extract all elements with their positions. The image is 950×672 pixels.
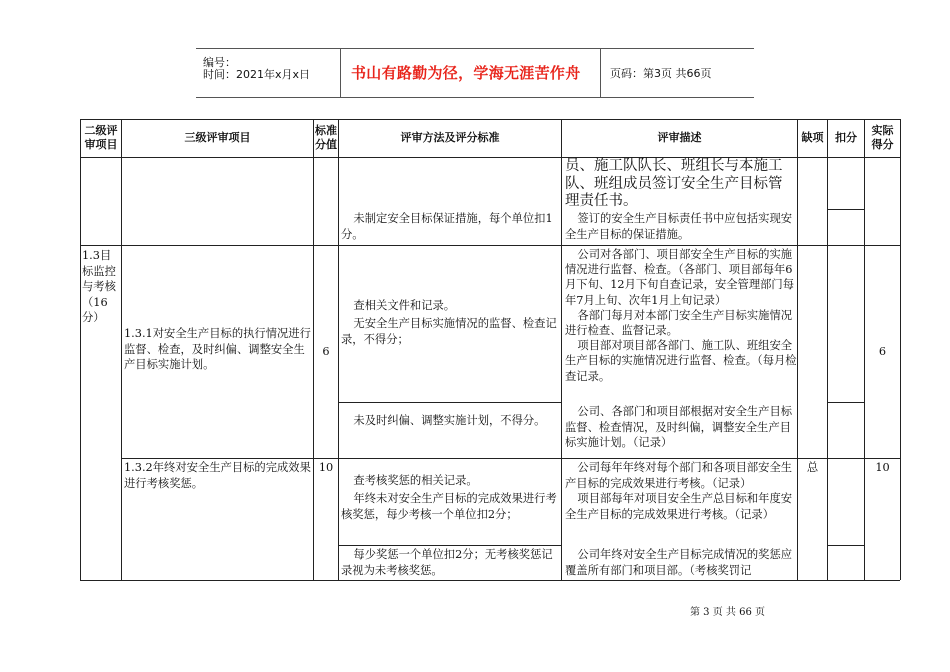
method-text: 查相关文件和记录。 bbox=[353, 299, 456, 312]
header-divider bbox=[340, 48, 341, 97]
header-top-rule bbox=[196, 48, 754, 49]
description-text: 公司年终对安全生产目标完成情况的奖惩应覆盖所有部门和项目部。（考核奖罚记 bbox=[565, 548, 793, 577]
method-text: 无安全生产目标实施情况的监督、检查记录，不得分； bbox=[341, 317, 557, 346]
missing-item-mark: 总 bbox=[806, 461, 819, 474]
standard-score: 6 bbox=[322, 345, 330, 358]
col-header-level3: 三级评审项目 bbox=[184, 131, 251, 144]
actual-score: 10 bbox=[875, 461, 890, 474]
header-bottom-rule bbox=[196, 97, 754, 98]
page-number-label: 页码：第3页 共66页 bbox=[610, 67, 712, 80]
col-header-score: 标准 分值 bbox=[315, 124, 337, 151]
item-title: 1.3.1对安全生产目标的执行情况进行监督、检查，及时纠偏、调整安全生产目标实施计划。 bbox=[124, 327, 311, 372]
serial-number-label: 编号： bbox=[203, 56, 236, 69]
page-footer: 第 3 页 共 66 页 bbox=[690, 607, 765, 618]
col-header-missing: 缺项 bbox=[801, 131, 824, 144]
actual-score: 6 bbox=[878, 345, 887, 358]
description-text: 公司、各部门和项目部根据对安全生产目标监督、检查情况，及时纠偏，调整安全生产目标实施计划。（记录） bbox=[565, 405, 793, 450]
item-title: 1.3.2年终对安全生产目标的完成效果进行考核奖惩。 bbox=[124, 461, 311, 490]
standard-score: 10 bbox=[318, 461, 334, 474]
col-header-method: 评审方法及评分标准 bbox=[400, 131, 500, 144]
description-text: 公司每年年终对每个部门和各项目部安全生产目标的完成效果进行考核。（记录） 项目部每年对项目安全生产总目标和年度安全生产目标的完成效果进行考核。（记录） bbox=[565, 461, 793, 521]
description-text: 员、施工队队长、班组长与本施工队、班组成员签订安全生产目标管理责任书。 bbox=[565, 158, 783, 209]
header-divider bbox=[600, 48, 601, 97]
col-header-actual: 实际 得分 bbox=[871, 124, 894, 151]
description-text: 公司对各部门、项目部安全生产目标的实施情况进行监督、检查。（各部门、项目部每年6月下旬、12月下旬自查记录，安全管理部门每年7月上旬、次年1月上旬记录） 各部门每月对本部门安全生产目标实施情况进行检查、监督记录。 项目部对项目部各部门、施工队、班组安全生产目标的实施情况进行监督、检查。（每月检查记录。 bbox=[565, 248, 797, 383]
section-label: 1.3目标监控与考核（16分） bbox=[82, 249, 116, 325]
method-text: 未制定安全目标保证措施，每个单位扣1分。 bbox=[341, 212, 553, 241]
description-text: 签订的安全生产目标责任书中应包括实现安全生产目标的保证措施。 bbox=[565, 212, 793, 241]
motto-text: 书山有路勤为径，学海无涯苦作舟 bbox=[351, 64, 581, 82]
date-label: 时间：2021年x月x日 bbox=[203, 68, 311, 81]
col-header-description: 评审描述 bbox=[657, 131, 702, 144]
col-header-level2: 二级评 审项目 bbox=[84, 124, 118, 151]
method-text: 未及时纠偏、调整实施计划，不得分。 bbox=[353, 414, 546, 427]
method-text: 年终未对安全生产目标的完成效果进行考核奖惩，每少考核一个单位扣2分； bbox=[341, 492, 557, 521]
col-header-deduction: 扣分 bbox=[835, 131, 857, 144]
method-text: 每少奖惩一个单位扣2分；无考核奖惩记录视为未考核奖惩。 bbox=[341, 548, 553, 577]
method-text: 查考核奖惩的相关记录。 bbox=[353, 474, 478, 487]
